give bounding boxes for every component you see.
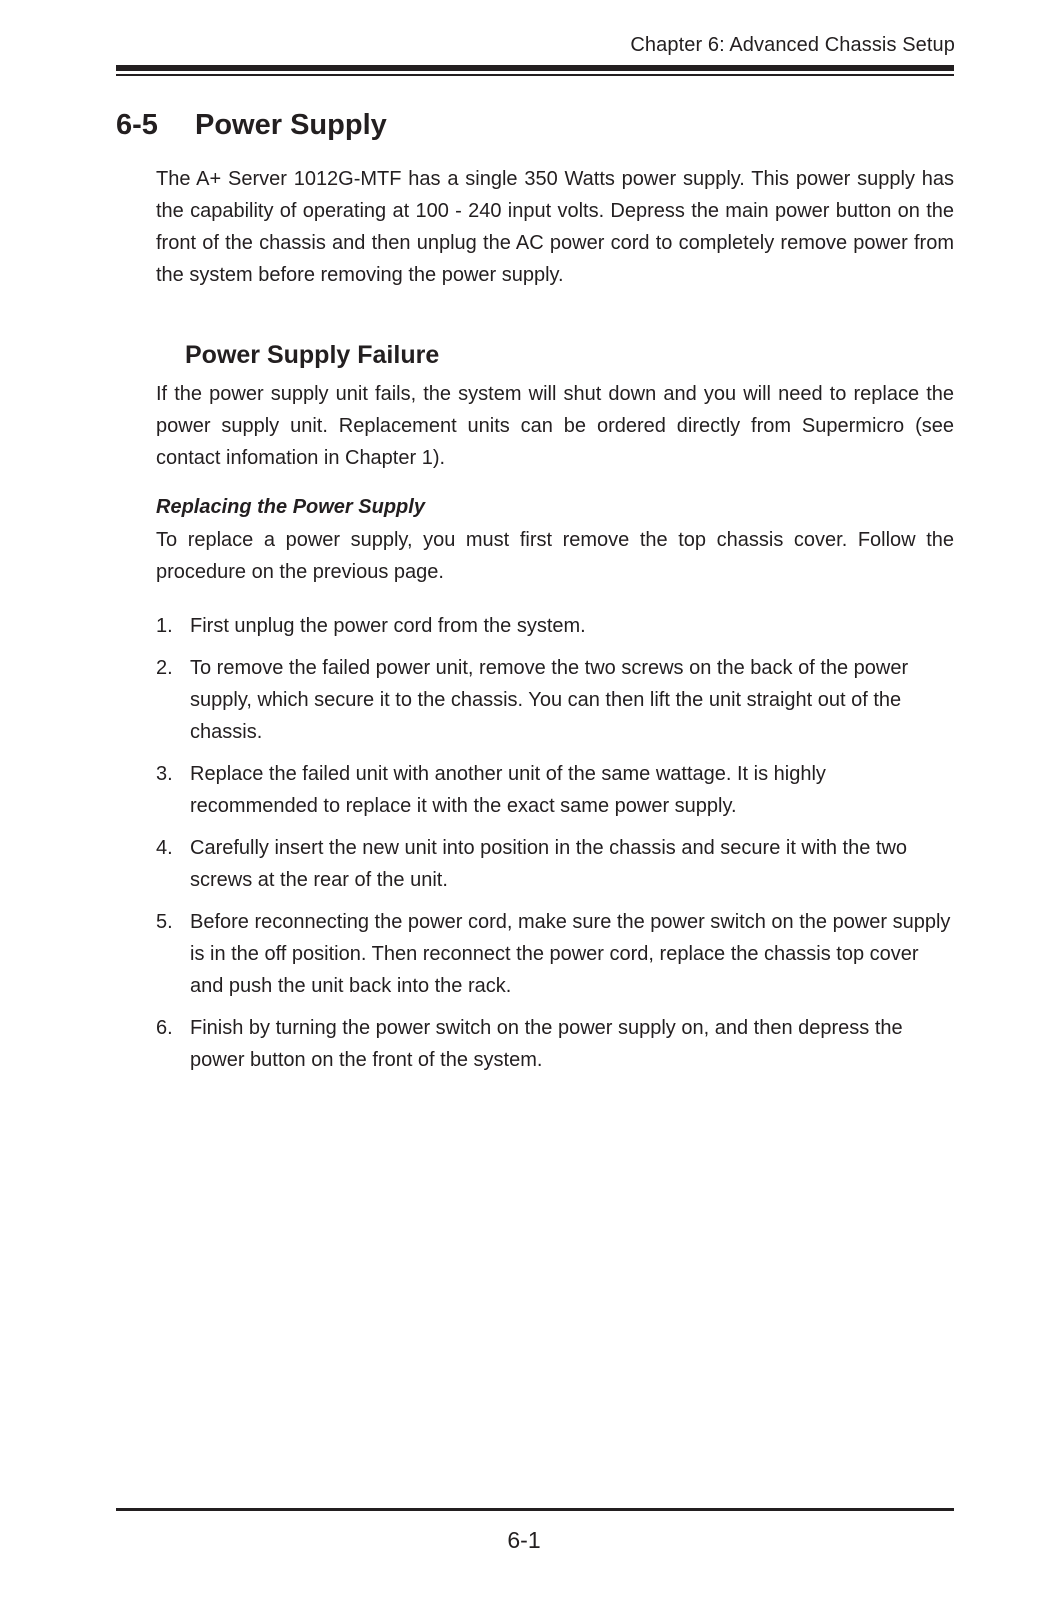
procedure-title: Replacing the Power Supply (156, 496, 425, 518)
procedure-step (156, 758, 954, 822)
procedure-step (156, 1012, 954, 1076)
step-text: To remove the failed power unit, remove the two screws on the back of the power supply, which secure it to the chassis. You can then lift the unit straight out of the chassis. (190, 657, 909, 743)
header-rule-thin (116, 74, 954, 76)
subsection-body-paragraph: If the power supply unit fails, the system will shut down and you will need to replace the power supply unit. Replacement units can be ordered directly from Supermicro (see contact infomation in Chapter 1). (156, 383, 954, 469)
header-rule-thick (116, 65, 954, 71)
section-number: 6-5 (116, 109, 158, 141)
step-number: 4. (156, 837, 173, 859)
step-number: 5. (156, 911, 173, 933)
footer-rule (116, 1508, 954, 1511)
subsection-title: Power Supply Failure (185, 341, 440, 369)
procedure-step (156, 832, 954, 896)
page-number: 6-1 (507, 1527, 541, 1553)
section-title (116, 109, 387, 142)
running-header: Chapter 6: Advanced Chassis Setup (630, 34, 955, 56)
step-number: 6. (156, 1017, 173, 1039)
step-number: 3. (156, 763, 173, 785)
step-number: 1. (156, 615, 173, 637)
procedure-step (156, 610, 954, 642)
step-text: Carefully insert the new unit into position in the chassis and secure it with the two screws at the rear of the unit. (190, 837, 908, 891)
step-number: 2. (156, 657, 173, 679)
section-intro-paragraph: The A+ Server 1012G-MTF has a single 350 Watts power supply. This power supply has the capability of operating at 100 - 240 input volts. Depress the main power button on the front of the chassis and then unplug the AC power cord to completely remove power from the system before removing the power supply. (156, 168, 954, 286)
step-text: Finish by turning the power switch on the power supply on, and then depress the power button on the front of the system. (190, 1017, 903, 1071)
section-title-text: Power Supply (195, 109, 387, 141)
step-text: Replace the failed unit with another unit of the same wattage. It is highly recommended to replace it with the exact same power supply. (190, 763, 826, 817)
step-text: First unplug the power cord from the system. (190, 615, 586, 637)
procedure-steps-list (156, 610, 954, 1086)
step-text: Before reconnecting the power cord, make sure the power switch on the power supply is in the off position. Then reconnect the power cord, replace the chassis top cover and push the unit back into the rack. (190, 911, 951, 997)
procedure-step (156, 906, 954, 1002)
procedure-intro-paragraph: To replace a power supply, you must first remove the top chassis cover. Follow the procedure on the previous page. (156, 529, 954, 583)
procedure-step (156, 652, 954, 748)
